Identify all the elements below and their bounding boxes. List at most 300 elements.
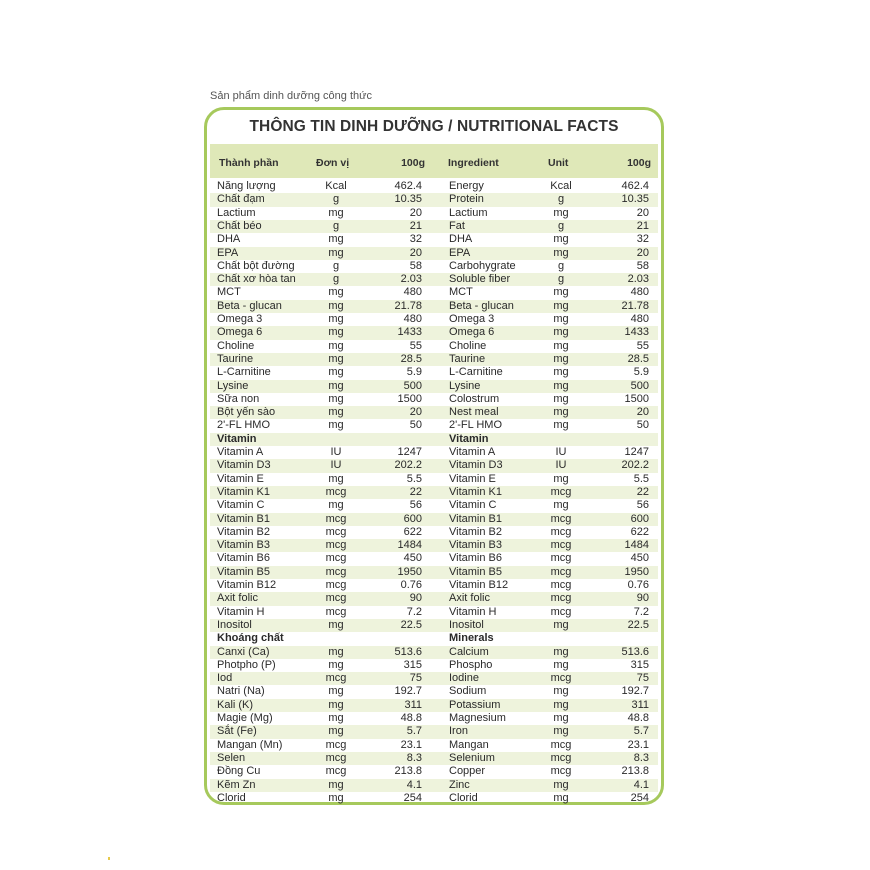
vn-unit: mg: [328, 778, 344, 791]
vn-unit: mcg: [325, 539, 347, 552]
vn-unit: mg: [328, 246, 344, 259]
vn-unit: mg: [328, 326, 344, 339]
section-header-row: [210, 632, 658, 645]
product-category-label: Sản phẩm dinh dưỡng công thức: [210, 90, 372, 102]
vn-unit: mcg: [325, 738, 347, 751]
vn-value: 7.2: [406, 605, 422, 618]
table-row: [210, 233, 658, 246]
vn-value: 1247: [397, 446, 422, 458]
vn-unit: mg: [328, 352, 344, 365]
en-name: Lactium: [449, 206, 488, 219]
en-value: 480: [630, 286, 649, 299]
section-header-row: [210, 433, 658, 446]
vn-value: 75: [409, 672, 422, 685]
vn-name: Vitamin K1: [217, 485, 270, 498]
en-value: 22: [636, 485, 649, 498]
table-row: [210, 712, 658, 725]
table-row: [210, 606, 658, 619]
en-value: 55: [636, 339, 649, 352]
en-value: 2.03: [627, 273, 649, 286]
vn-name: Vitamin B12: [217, 579, 277, 591]
en-name: Soluble fiber: [449, 273, 511, 286]
vn-name: Sắt (Fe): [217, 725, 257, 738]
en-name: Vitamin D3: [449, 459, 503, 472]
vn-name: Vitamin B6: [217, 552, 270, 565]
vn-unit: g: [332, 273, 340, 286]
vn-unit: mg: [328, 286, 344, 299]
vn-unit: mg: [328, 366, 344, 379]
vn-value: 58: [409, 259, 422, 272]
en-unit: mcg: [550, 751, 572, 764]
vn-value: 213.8: [394, 765, 422, 778]
en-unit: mcg: [550, 592, 572, 605]
en-unit: mg: [553, 791, 569, 804]
vn-name: Beta - glucan: [217, 299, 282, 312]
en-name: Vitamin B1: [449, 512, 502, 525]
en-name: Zinc: [449, 778, 470, 791]
en-unit: mcg: [550, 738, 572, 751]
en-value: 21.78: [621, 299, 649, 312]
en-name: Mangan: [449, 738, 489, 751]
table-row: [210, 699, 658, 712]
table-row: [210, 406, 658, 419]
table-row: [210, 646, 658, 659]
vn-name: MCT: [217, 286, 241, 299]
en-unit: g: [557, 259, 565, 272]
en-unit: mcg: [550, 512, 572, 525]
en-value: 213.8: [621, 765, 649, 778]
en-value: 20: [636, 406, 649, 419]
vn-value: 48.8: [400, 712, 422, 724]
en-unit: mg: [553, 712, 569, 724]
table-row: [210, 353, 658, 366]
en-unit: mg: [553, 419, 569, 432]
vn-name: Vitamin D3: [217, 459, 271, 472]
en-value: 23.1: [627, 738, 649, 751]
vn-value: 90: [409, 592, 422, 605]
table-row: [210, 207, 658, 220]
vn-unit: mcg: [325, 565, 347, 578]
en-name: Vitamin: [449, 432, 489, 445]
en-value: 10.35: [621, 193, 649, 206]
vn-unit: mg: [328, 419, 344, 432]
header-ingredient: Ingredient: [448, 157, 499, 169]
table-row: [210, 260, 658, 273]
vn-value: 254: [403, 791, 422, 804]
en-unit: mg: [553, 406, 569, 419]
en-unit: mg: [553, 472, 569, 485]
en-name: Vitamin A: [449, 446, 496, 458]
vn-name: Axit folic: [217, 592, 258, 605]
en-value: 254: [630, 791, 649, 804]
en-value: 21: [636, 219, 649, 232]
en-value: 480: [630, 313, 649, 325]
vn-value: 32: [409, 233, 422, 246]
table-row: [210, 473, 658, 486]
table-row: [210, 566, 658, 579]
vn-value: 315: [403, 658, 422, 671]
vn-name: Omega 6: [217, 326, 263, 339]
en-value: 600: [630, 512, 649, 525]
vn-unit: mg: [328, 698, 344, 711]
vn-name: Kẽm Zn: [217, 778, 256, 791]
en-name: Vitamin B2: [449, 525, 502, 538]
vn-unit: mg: [328, 206, 344, 219]
en-unit: mg: [553, 206, 569, 219]
en-value: 1950: [624, 565, 649, 578]
vn-unit: mg: [328, 339, 344, 352]
table-row: [210, 685, 658, 698]
en-unit: mg: [553, 246, 569, 259]
vn-value: 513.6: [394, 645, 422, 658]
vn-name: DHA: [217, 233, 241, 246]
vn-unit: mg: [328, 791, 344, 804]
vn-value: 480: [403, 286, 422, 299]
vn-unit: mg: [328, 658, 344, 671]
en-unit: mg: [553, 299, 569, 312]
vn-name: 2'-FL HMO: [217, 419, 271, 432]
vn-name: Omega 3: [217, 313, 263, 325]
en-value: 1433: [624, 326, 649, 339]
en-unit: mg: [553, 645, 569, 658]
en-unit: mg: [553, 392, 569, 405]
vn-name: Lactium: [217, 206, 256, 219]
table-row: [210, 459, 658, 472]
vn-value: 622: [403, 525, 422, 538]
vn-unit: mg: [328, 299, 344, 312]
table-row: [210, 340, 658, 353]
en-value: 450: [630, 552, 649, 565]
vn-name: Vitamin C: [217, 499, 265, 512]
vn-name: Vitamin B3: [217, 539, 270, 552]
vn-unit: mg: [328, 645, 344, 658]
en-value: 315: [630, 658, 649, 671]
vn-name: Choline: [217, 339, 255, 352]
en-value: 75: [636, 672, 649, 685]
en-value: 22.5: [627, 618, 649, 631]
vn-value: 5.9: [406, 366, 422, 379]
table-row: [210, 579, 658, 592]
vn-unit: mg: [328, 712, 344, 724]
vn-name: Taurine: [217, 352, 254, 365]
vn-value: 2.03: [400, 273, 422, 286]
en-unit: mcg: [550, 485, 572, 498]
en-name: Carbohygrate: [449, 259, 516, 272]
en-name: Sodium: [449, 685, 487, 698]
vn-value: 5.7: [406, 725, 422, 738]
vn-name: Sữa non: [217, 392, 260, 405]
en-name: Lysine: [449, 379, 481, 392]
table-row: [210, 792, 658, 805]
en-unit: IU: [555, 459, 567, 472]
vn-name: Khoáng chất: [217, 632, 284, 645]
table-row: [210, 526, 658, 539]
vn-name: Chất béo: [217, 219, 262, 232]
en-unit: g: [557, 219, 565, 232]
vn-value: 5.5: [406, 472, 422, 485]
en-value: 1247: [624, 446, 649, 458]
en-name: Colostrum: [449, 392, 500, 405]
en-name: Iodine: [449, 672, 479, 685]
vn-unit: g: [332, 259, 340, 272]
en-name: Vitamin B6: [449, 552, 502, 565]
en-name: Choline: [449, 339, 487, 352]
en-value: 32: [636, 233, 649, 246]
vn-name: L-Carnitine: [217, 366, 271, 379]
en-name: Vitamin H: [449, 605, 497, 618]
vn-name: Vitamin E: [217, 472, 264, 485]
en-name: Selenium: [449, 751, 495, 764]
vn-value: 22: [409, 485, 422, 498]
en-value: 20: [636, 206, 649, 219]
table-row: [210, 393, 658, 406]
en-name: Protein: [449, 193, 484, 206]
table-row: [210, 380, 658, 393]
nutrition-table-title: THÔNG TIN DINH DƯỠNG / NUTRITIONAL FACTS: [249, 118, 619, 135]
vn-name: Chất bột đường: [217, 259, 295, 272]
en-unit: mg: [553, 313, 569, 325]
vn-value: 462.4: [394, 180, 422, 192]
vn-name: Chất xơ hòa tan: [217, 273, 296, 286]
en-name: Energy: [449, 180, 484, 192]
table-row: [210, 273, 658, 286]
vn-unit: mcg: [325, 592, 347, 605]
table-row: [210, 592, 658, 605]
vn-value: 600: [403, 512, 422, 525]
vn-unit: mg: [328, 379, 344, 392]
table-row: [210, 539, 658, 552]
header-don-vi: Đơn vị: [316, 157, 350, 169]
decorative-dot: [108, 857, 110, 860]
vn-name: Clorid: [217, 791, 246, 804]
vn-name: Natri (Na): [217, 685, 265, 698]
table-row: [210, 326, 658, 339]
vn-value: 1950: [397, 565, 422, 578]
en-value: 58: [636, 259, 649, 272]
en-value: 28.5: [627, 352, 649, 365]
en-name: Omega 6: [449, 326, 495, 339]
vn-name: Magie (Mg): [217, 712, 273, 724]
vn-value: 0.76: [400, 579, 422, 591]
en-unit: mg: [553, 339, 569, 352]
en-name: Omega 3: [449, 313, 495, 325]
en-name: Fat: [449, 219, 465, 232]
nutrition-facts-card: [204, 107, 664, 805]
en-value: 311: [631, 698, 649, 711]
vn-name: Vitamin: [217, 432, 257, 445]
table-row: [210, 300, 658, 313]
table-row: [210, 419, 658, 432]
vn-unit: mcg: [325, 552, 347, 565]
en-name: Nest meal: [449, 406, 499, 419]
en-unit: Kcal: [550, 180, 572, 192]
vn-name: EPA: [217, 246, 239, 259]
vn-value: 50: [409, 419, 422, 432]
en-unit: mg: [553, 698, 569, 711]
en-value: 56: [636, 499, 649, 512]
vn-name: Iod: [217, 672, 233, 685]
vn-unit: g: [332, 193, 340, 206]
vn-name: Bột yến sào: [217, 406, 276, 419]
en-unit: mcg: [550, 565, 572, 578]
en-name: DHA: [449, 233, 473, 246]
table-row: [210, 193, 658, 206]
en-name: EPA: [449, 246, 471, 259]
table-row: [210, 499, 658, 512]
vn-name: Mangan (Mn): [217, 738, 283, 751]
vn-name: Vitamin B1: [217, 512, 270, 525]
en-value: 5.7: [633, 725, 649, 738]
en-name: Axit folic: [449, 592, 490, 605]
en-unit: mcg: [550, 672, 572, 685]
table-row: [210, 486, 658, 499]
en-name: Vitamin B12: [449, 579, 509, 591]
en-name: Vitamin B3: [449, 539, 502, 552]
en-name: 2'-FL HMO: [449, 419, 503, 432]
vn-unit: mcg: [325, 672, 347, 685]
en-value: 1484: [624, 539, 649, 552]
vn-unit: mg: [328, 406, 344, 419]
table-row: [210, 220, 658, 233]
en-unit: g: [557, 193, 565, 206]
en-name: Copper: [449, 765, 486, 778]
header-100g-left: 100g: [401, 157, 425, 169]
vn-unit: IU: [330, 446, 342, 458]
vn-value: 8.3: [406, 751, 422, 764]
vn-unit: mcg: [325, 485, 347, 498]
table-row: [210, 752, 658, 765]
vn-name: Lysine: [217, 379, 249, 392]
vn-unit: g: [332, 219, 340, 232]
vn-unit: mg: [328, 472, 344, 485]
en-name: Potassium: [449, 698, 501, 711]
en-unit: mg: [553, 658, 569, 671]
vn-name: Vitamin A: [217, 446, 264, 458]
vn-unit: mg: [328, 233, 344, 246]
vn-unit: mcg: [325, 605, 347, 618]
en-name: Taurine: [449, 352, 486, 365]
en-value: 20: [636, 246, 649, 259]
vn-value: 28.5: [400, 352, 422, 365]
vn-name: Chất đạm: [217, 193, 265, 206]
vn-name: Năng lượng: [217, 180, 276, 192]
vn-unit: mg: [328, 685, 344, 698]
en-unit: mg: [553, 366, 569, 379]
en-unit: mcg: [550, 552, 572, 565]
vn-name: Photpho (P): [217, 658, 276, 671]
en-value: 50: [636, 419, 649, 432]
en-unit: mg: [553, 725, 569, 738]
vn-name: Vitamin H: [217, 605, 265, 618]
vn-value: 450: [403, 552, 422, 565]
en-value: 0.76: [627, 579, 649, 591]
vn-unit: mg: [328, 313, 344, 325]
vn-value: 480: [403, 313, 422, 325]
vn-value: 20: [409, 206, 422, 219]
en-unit: mg: [553, 233, 569, 246]
en-value: 7.2: [633, 605, 649, 618]
en-name: Vitamin B5: [449, 565, 502, 578]
vn-value: 1500: [397, 392, 422, 405]
en-value: 500: [630, 379, 649, 392]
en-unit: mg: [553, 778, 569, 791]
en-name: Phospho: [449, 658, 493, 671]
en-value: 90: [636, 592, 649, 605]
en-name: Vitamin K1: [449, 485, 502, 498]
header-100g-right: 100g: [627, 157, 651, 169]
en-unit: mg: [553, 618, 569, 631]
vn-value: 56: [409, 499, 422, 512]
en-name: Inositol: [449, 618, 484, 631]
table-row: [210, 180, 658, 193]
en-unit: mg: [553, 326, 569, 339]
en-value: 622: [630, 525, 649, 538]
en-value: 5.9: [633, 366, 649, 379]
table-row: [210, 366, 658, 379]
table-row: [210, 659, 658, 672]
vn-name: Vitamin B5: [217, 565, 270, 578]
en-unit: mcg: [550, 539, 572, 552]
vn-unit: mcg: [325, 512, 347, 525]
vn-value: 21: [409, 219, 422, 232]
en-name: Calcium: [449, 645, 489, 658]
en-unit: g: [557, 273, 565, 286]
vn-name: Canxi (Ca): [217, 645, 270, 658]
en-name: MCT: [449, 286, 473, 299]
vn-value: 202.2: [394, 459, 422, 472]
en-value: 8.3: [633, 751, 649, 764]
table-row: [210, 446, 658, 459]
vn-value: 1484: [397, 539, 422, 552]
en-name: Beta - glucan: [449, 299, 514, 312]
header-unit: Unit: [548, 157, 569, 169]
vn-unit: mg: [328, 499, 344, 512]
en-value: 48.8: [627, 712, 649, 724]
en-name: Vitamin E: [449, 472, 496, 485]
vn-unit: mcg: [325, 751, 347, 764]
table-row: [210, 247, 658, 260]
en-name: Minerals: [449, 632, 494, 645]
en-unit: mcg: [550, 605, 572, 618]
en-name: Vitamin C: [449, 499, 497, 512]
table-row: [210, 552, 658, 565]
en-unit: IU: [555, 446, 567, 458]
table-row: [210, 725, 658, 738]
en-value: 5.5: [633, 472, 649, 485]
en-value: 462.4: [621, 180, 649, 192]
vn-value: 1433: [397, 326, 422, 339]
en-value: 513.6: [621, 645, 649, 658]
en-value: 1500: [624, 392, 649, 405]
vn-unit: mcg: [325, 765, 347, 778]
en-value: 202.2: [621, 459, 649, 472]
table-row: [210, 779, 658, 792]
vn-value: 500: [403, 379, 422, 392]
vn-value: 20: [409, 246, 422, 259]
en-name: Iron: [449, 725, 468, 738]
vn-name: Vitamin B2: [217, 525, 270, 538]
table-row: [210, 513, 658, 526]
vn-name: Đồng Cu: [217, 765, 261, 778]
vn-value: 23.1: [400, 738, 422, 751]
vn-value: 22.5: [400, 618, 422, 631]
table-header: [210, 144, 658, 178]
header-thanh-phan: Thành phần: [219, 157, 279, 169]
table-row: [210, 313, 658, 326]
en-value: 192.7: [621, 685, 649, 698]
en-unit: mg: [553, 499, 569, 512]
en-unit: mg: [553, 379, 569, 392]
